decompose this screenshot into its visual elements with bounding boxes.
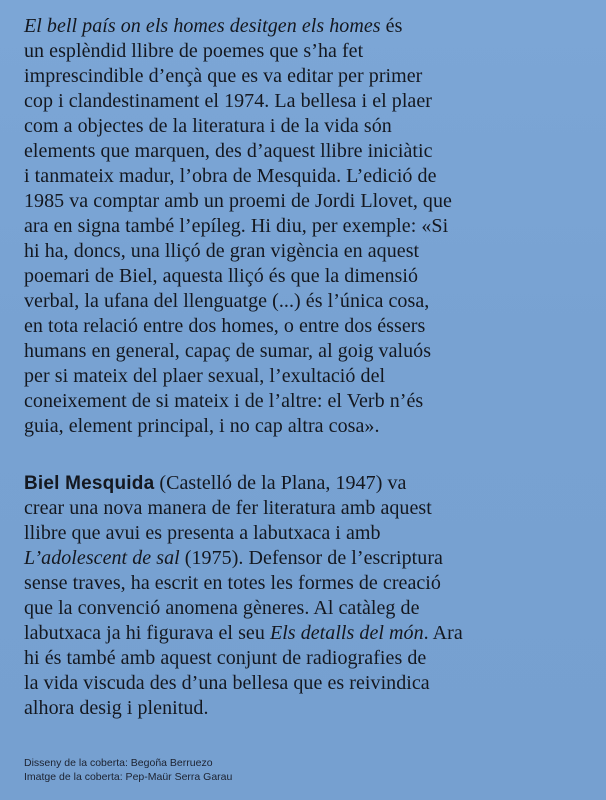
text-line: hi és també amb aquest conjunt de radiografies de <box>24 647 427 669</box>
text-line: L’adolescent de sal (1975). Defensor de l’escriptura <box>24 547 443 569</box>
text-line: un esplèndid llibre de poemes que s’ha fet <box>24 40 364 62</box>
text-line: cop i clandestinament el 1974. La bellesa i el plaer <box>24 90 432 112</box>
author-name: Biel Mesquida <box>24 473 155 494</box>
text-line: Biel Mesquida (Castelló de la Plana, 1947) va <box>24 472 407 494</box>
text-line: verbal, la ufana del llenguatge (...) és l’única cosa, <box>24 290 430 312</box>
text-line: llibre que avui es presenta a labutxaca i amb <box>24 522 381 544</box>
text-line: coneixement de si mateix i de l’altre: el Verb n’és <box>24 390 424 412</box>
author-bio-paragraph <box>24 471 594 721</box>
book-title-italic: L’adolescent de sal <box>24 547 180 569</box>
synopsis-paragraph <box>24 14 594 439</box>
text-line: labutxaca ja hi figurava el seu Els detalls del món. Ara <box>24 622 463 644</box>
cover-image-credit: Imatge de la coberta: Pep-Maür Serra Garau <box>24 771 233 783</box>
text-line: ara en signa també l’epíleg. Hi diu, per exemple: «Si <box>24 215 449 237</box>
text-line: poemari de Biel, aquesta lliçó és que la dimensió <box>24 265 419 287</box>
text-line: hi ha, doncs, una lliçó de gran vigència en aquest <box>24 240 420 262</box>
text-line: humans en general, capaç de sumar, al goig valuós <box>24 340 432 362</box>
text-line: guia, element principal, i no cap altra cosa». <box>24 415 380 437</box>
text-line: per si mateix del plaer sexual, l’exultació del <box>24 365 386 387</box>
text-line: com a objectes de la literatura i de la vida són <box>24 115 392 137</box>
text-line: El bell país on els homes desitgen els homes és <box>24 15 403 37</box>
book-title-italic: Els detalls del món <box>269 622 424 644</box>
text-line: que la convenció anomena gèneres. Al catàleg de <box>24 597 420 619</box>
text-line: 1985 va comptar amb un proemi de Jordi Llovet, que <box>24 190 452 212</box>
cover-credits <box>24 756 232 784</box>
text-line: la vida viscuda des d’una bellesa que es reivindica <box>24 672 430 694</box>
cover-design-credit: Disseny de la coberta: Begoña Berruezo <box>24 757 213 769</box>
text-line: i tanmateix madur, l’obra de Mesquida. L’edició de <box>24 165 437 187</box>
back-cover-text <box>24 14 594 721</box>
text-line: crear una nova manera de fer literatura amb aquest <box>24 497 432 519</box>
text-line: elements que marquen, des d’aquest llibre iniciàtic <box>24 140 433 162</box>
book-title-italic: El bell país on els homes desitgen els homes <box>24 15 381 37</box>
text-line: en tota relació entre dos homes, o entre dos éssers <box>24 315 426 337</box>
text-line: alhora desig i plenitud. <box>24 697 209 719</box>
text-line: imprescindible d’ençà que es va editar per primer <box>24 65 423 87</box>
text-line: sense traves, ha escrit en totes les formes de creació <box>24 572 441 594</box>
